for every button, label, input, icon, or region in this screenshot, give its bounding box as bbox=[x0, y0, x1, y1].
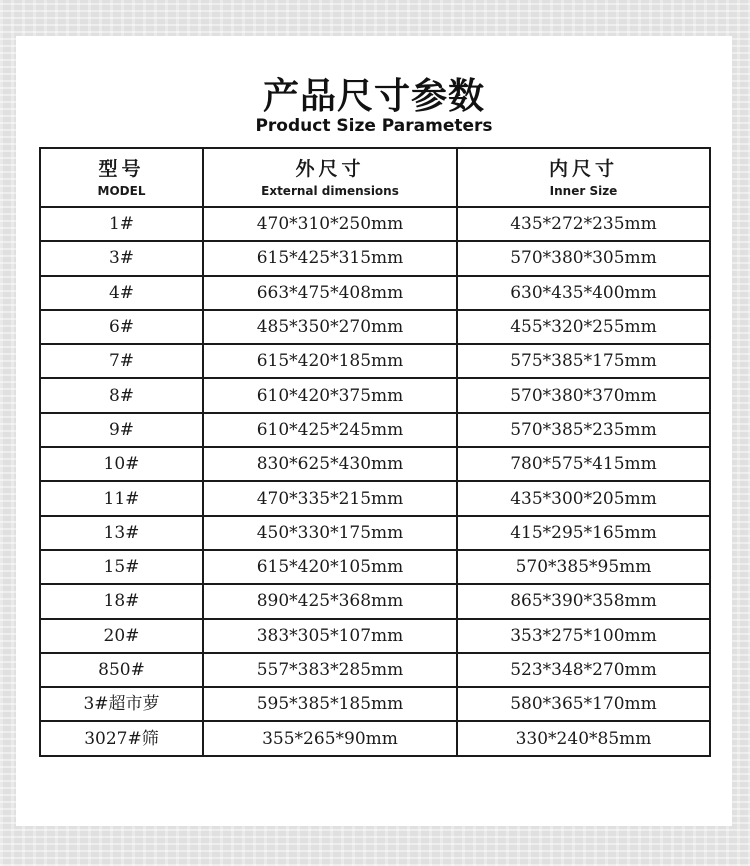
table-row bbox=[40, 687, 710, 721]
external-cell: 557*383*285mm bbox=[203, 653, 457, 687]
page-title: 产品尺寸参数 bbox=[262, 76, 485, 117]
inner-cell: 523*348*270mm bbox=[457, 653, 710, 687]
model-cell: 9# bbox=[40, 413, 203, 447]
external-cell: 610*425*245mm bbox=[203, 413, 457, 447]
model-cell: 3#超市萝 bbox=[40, 687, 203, 721]
inner-cell: 570*380*305mm bbox=[457, 241, 710, 275]
table-row bbox=[40, 310, 710, 344]
inner-cell: 435*300*205mm bbox=[457, 481, 710, 515]
header-model-cn: 型号 bbox=[98, 157, 145, 180]
external-cell: 890*425*368mm bbox=[203, 584, 457, 618]
header-model bbox=[40, 148, 203, 207]
header-external bbox=[203, 148, 457, 207]
table-row bbox=[40, 619, 710, 653]
inner-cell: 330*240*85mm bbox=[457, 721, 710, 755]
model-cell: 3027#筛 bbox=[40, 721, 203, 755]
table-row bbox=[40, 276, 710, 310]
external-cell: 470*310*250mm bbox=[203, 207, 457, 241]
model-cell: 18# bbox=[40, 584, 203, 618]
table-row bbox=[40, 241, 710, 275]
table-row bbox=[40, 653, 710, 687]
external-cell: 595*385*185mm bbox=[203, 687, 457, 721]
external-cell: 355*265*90mm bbox=[203, 721, 457, 755]
table-row bbox=[40, 378, 710, 412]
model-cell: 850# bbox=[40, 653, 203, 687]
model-cell: 4# bbox=[40, 276, 203, 310]
inner-cell: 780*575*415mm bbox=[457, 447, 710, 481]
model-cell: 11# bbox=[40, 481, 203, 515]
external-cell: 830*625*430mm bbox=[203, 447, 457, 481]
inner-cell: 575*385*175mm bbox=[457, 344, 710, 378]
size-table bbox=[39, 147, 711, 757]
header-inner-en: Inner Size bbox=[549, 183, 618, 198]
page-subtitle: Product Size Parameters bbox=[255, 116, 493, 136]
model-cell: 7# bbox=[40, 344, 203, 378]
model-cell: 8# bbox=[40, 378, 203, 412]
inner-cell: 580*365*170mm bbox=[457, 687, 710, 721]
inner-cell: 570*380*370mm bbox=[457, 378, 710, 412]
model-cell: 10# bbox=[40, 447, 203, 481]
spec-card bbox=[16, 36, 732, 826]
inner-cell: 865*390*358mm bbox=[457, 584, 710, 618]
inner-cell: 630*435*400mm bbox=[457, 276, 710, 310]
inner-cell: 435*272*235mm bbox=[457, 207, 710, 241]
model-cell: 6# bbox=[40, 310, 203, 344]
external-cell: 450*330*175mm bbox=[203, 516, 457, 550]
header-inner bbox=[457, 148, 710, 207]
external-cell: 615*420*105mm bbox=[203, 550, 457, 584]
model-cell: 1# bbox=[40, 207, 203, 241]
inner-cell: 570*385*235mm bbox=[457, 413, 710, 447]
table-row bbox=[40, 516, 710, 550]
inner-cell: 570*385*95mm bbox=[457, 550, 710, 584]
model-cell: 15# bbox=[40, 550, 203, 584]
table-row bbox=[40, 584, 710, 618]
inner-cell: 415*295*165mm bbox=[457, 516, 710, 550]
table-row bbox=[40, 481, 710, 515]
external-cell: 615*425*315mm bbox=[203, 241, 457, 275]
inner-cell: 353*275*100mm bbox=[457, 619, 710, 653]
model-cell: 3# bbox=[40, 241, 203, 275]
table-row bbox=[40, 721, 710, 755]
table-row bbox=[40, 207, 710, 241]
header-inner-cn: 内尺寸 bbox=[548, 157, 618, 180]
table-row bbox=[40, 344, 710, 378]
header-model-en: MODEL bbox=[97, 183, 146, 198]
external-cell: 383*305*107mm bbox=[203, 619, 457, 653]
table-row bbox=[40, 550, 710, 584]
table-header-row bbox=[40, 148, 710, 207]
header-external-en: External dimensions bbox=[261, 183, 399, 198]
model-cell: 20# bbox=[40, 619, 203, 653]
external-cell: 470*335*215mm bbox=[203, 481, 457, 515]
external-cell: 615*420*185mm bbox=[203, 344, 457, 378]
external-cell: 485*350*270mm bbox=[203, 310, 457, 344]
inner-cell: 455*320*255mm bbox=[457, 310, 710, 344]
model-cell: 13# bbox=[40, 516, 203, 550]
table-row bbox=[40, 413, 710, 447]
external-cell: 663*475*408mm bbox=[203, 276, 457, 310]
header-external-cn: 外尺寸 bbox=[295, 157, 365, 180]
table-row bbox=[40, 447, 710, 481]
external-cell: 610*420*375mm bbox=[203, 378, 457, 412]
